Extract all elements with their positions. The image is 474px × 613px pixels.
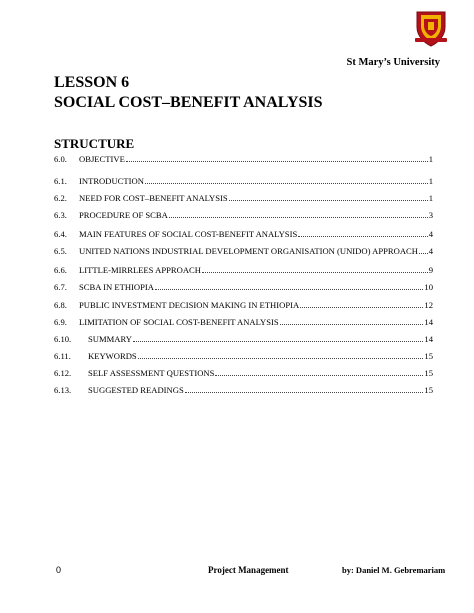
toc-page: 4: [428, 246, 433, 256]
toc-entry[interactable]: [54, 316, 433, 328]
toc-page: 10: [424, 282, 433, 292]
toc-entry[interactable]: [54, 228, 433, 240]
toc-entry[interactable]: [54, 245, 433, 257]
toc-leader: [229, 192, 428, 201]
toc-page: 9: [428, 265, 433, 275]
toc-page: 1: [428, 193, 433, 203]
toc-leader: [145, 175, 428, 184]
university-logo: [413, 9, 449, 47]
toc-title: PUBLIC INVESTMENT DECISION MAKING IN ETHIOPIA: [79, 300, 300, 310]
toc-number: 6.9.: [54, 317, 67, 327]
toc-entry[interactable]: [54, 192, 433, 204]
toc-leader: [280, 316, 424, 325]
toc-title: PROCEDURE OF SCBA: [79, 210, 168, 220]
toc-number: 6.2.: [54, 193, 67, 203]
toc-number: 6.5.: [54, 246, 67, 256]
toc-number: 6.8.: [54, 300, 67, 310]
page-footer: [0, 565, 474, 579]
toc-leader: [300, 299, 423, 308]
toc-page: 15: [424, 351, 433, 361]
toc-number: 6.1.: [54, 176, 67, 186]
toc-title: LITTLE-MIRRLEES APPROACH: [79, 265, 201, 275]
toc-entry[interactable]: [54, 209, 433, 221]
footer-page-number: 0: [56, 565, 62, 575]
toc-number: 6.12.: [54, 368, 72, 378]
toc-entry[interactable]: [54, 350, 433, 362]
toc-leader: [138, 350, 424, 359]
toc-title: SCBA IN ETHIOPIA: [79, 282, 154, 292]
toc-leader: [133, 333, 423, 342]
toc-title: SUGGESTED READINGS: [88, 385, 184, 395]
toc-number: 6.3.: [54, 210, 67, 220]
toc-page: 4: [428, 229, 433, 239]
toc-entry[interactable]: [54, 333, 433, 345]
toc-entry[interactable]: [54, 281, 433, 293]
toc-number: 6.4.: [54, 229, 67, 239]
toc-entry[interactable]: [54, 299, 433, 311]
toc-entry[interactable]: [54, 384, 433, 396]
toc-number: 6.7.: [54, 282, 67, 292]
toc-title: NEED FOR COST–BENEFIT ANALYSIS: [79, 193, 228, 203]
toc-title: OBJECTIVE: [79, 154, 125, 164]
toc-leader: [202, 264, 428, 273]
university-name: St Mary’s University: [346, 57, 440, 68]
toc-entry[interactable]: [54, 367, 433, 379]
toc-title: LIMITATION OF SOCIAL COST-BENEFIT ANALYSIS: [79, 317, 279, 327]
toc-entry[interactable]: [54, 264, 433, 276]
toc-number: 6.13.: [54, 385, 72, 395]
footer-author: by: Daniel M. Gebremariam: [342, 565, 446, 575]
toc-number: 6.0.: [54, 154, 67, 164]
toc-title: SUMMARY: [88, 334, 132, 344]
toc-page: 15: [424, 368, 433, 378]
toc-leader: [155, 281, 423, 290]
toc-number: 6.10.: [54, 334, 72, 344]
toc-entry[interactable]: [54, 175, 433, 187]
toc-title: UNITED NATIONS INDUSTRIAL DEVELOPMENT ORGANISATION (UNIDO) APPROACH: [79, 246, 418, 256]
toc-leader: [126, 153, 428, 162]
toc-leader: [185, 384, 424, 393]
toc-page: 15: [424, 385, 433, 395]
toc-leader: [169, 209, 428, 218]
toc-page: 12: [424, 300, 433, 310]
toc-leader: [298, 228, 427, 237]
footer-course-title: Project Management: [208, 565, 289, 575]
toc-leader: [215, 367, 423, 376]
toc-page: 14: [424, 317, 433, 327]
lesson-title: SOCIAL COST–BENEFIT ANALYSIS: [54, 94, 323, 111]
toc-page: 3: [428, 210, 433, 220]
toc-number: 6.6.: [54, 265, 67, 275]
toc-page: 1: [428, 154, 433, 164]
toc-entry[interactable]: [54, 153, 433, 165]
toc-title: MAIN FEATURES OF SOCIAL COST-BENEFIT ANALYSIS: [79, 229, 298, 239]
toc-title: INTRODUCTION: [79, 176, 144, 186]
structure-heading: STRUCTURE: [54, 136, 135, 151]
toc-page: 14: [424, 334, 433, 344]
toc-title: SELF ASSESSMENT QUESTIONS: [88, 368, 215, 378]
toc-page: 1: [428, 176, 433, 186]
lesson-number: LESSON 6: [54, 74, 130, 91]
toc-leader: [419, 245, 428, 254]
toc-title: KEYWORDS: [88, 351, 137, 361]
toc-number: 6.11.: [54, 351, 71, 361]
